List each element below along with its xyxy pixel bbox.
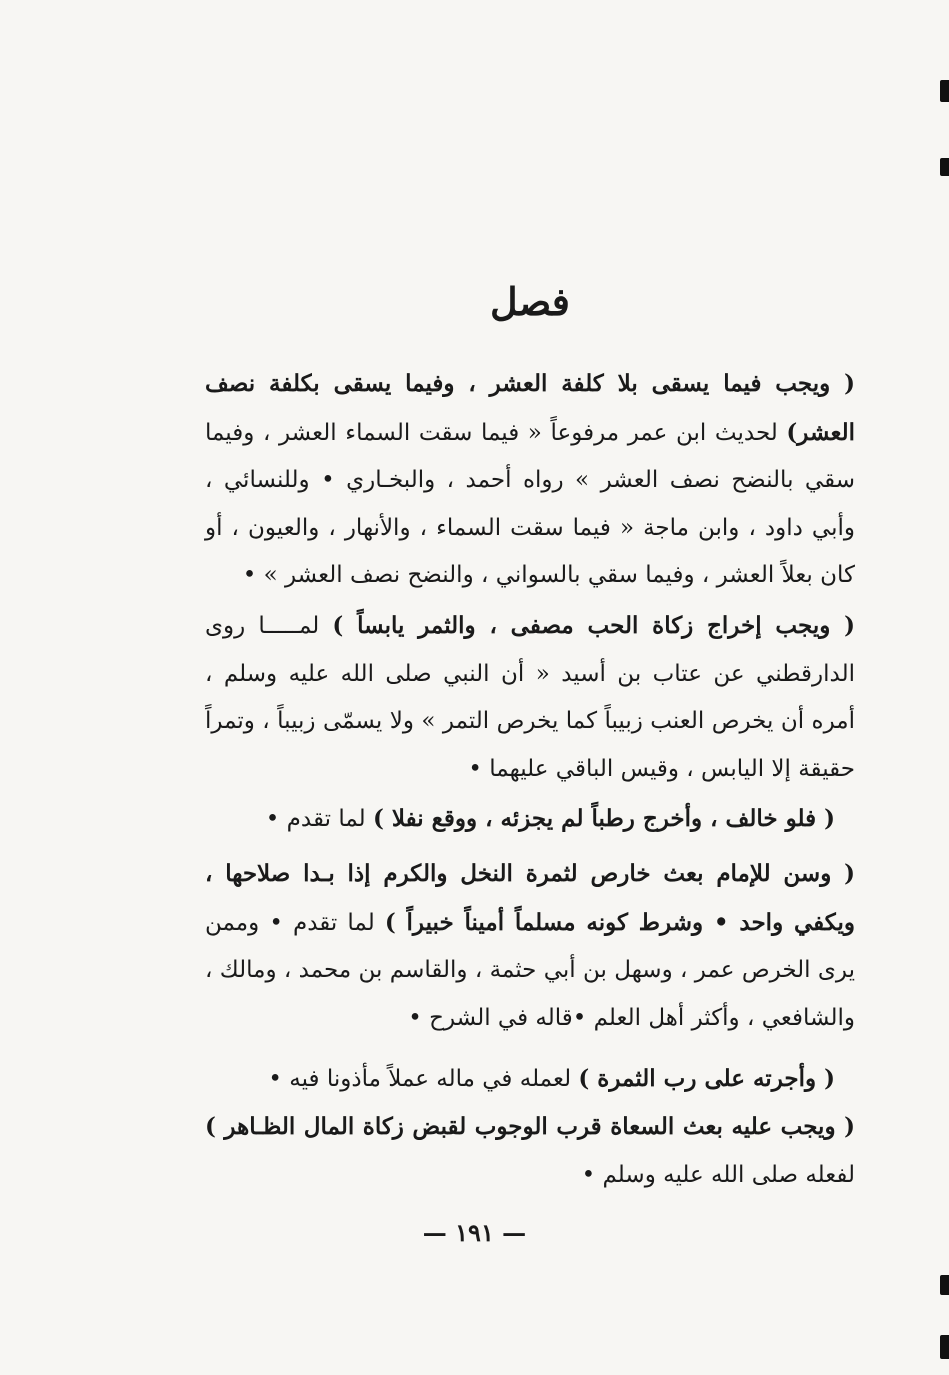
scan-edge-mark: [940, 158, 949, 176]
commentary-text: لحديث ابن عمر مرفوعاً « فيما سقت السماء العشر ، وفيما سقي بالنضح نصف العشر » رواه أحمد ، والبخـاري • وللنسائي ، وأبي داود ، وابن ماجة « فيما سقت السماء ، والأنهار ، والعيون ، أو كان بعلاً العشر ، وفيما سقي بالسواني ، والنضح نصف العشر » •: [205, 419, 855, 588]
commentary-text: لمـــــا روى الدارقطني عن عتاب بن أسيد « أن النبي صلى الله عليه وسلم ، أمره أن يخرص العنب زبيباً كما يخرص التمر » ولا يسمّى زبيباً ، وتمراً حقيقة إلا اليابس ، وقيس الباقي عليهما •: [205, 613, 855, 782]
scan-edge-mark: [940, 1275, 949, 1295]
paragraph: [205, 795, 855, 844]
scan-edge-mark: [940, 80, 949, 102]
matn-text: ( فلو خالف ، وأخرج رطباً لم يجزئه ، ووقع نفلا ): [372, 805, 835, 832]
scan-edge-mark: [940, 1335, 949, 1359]
commentary-text: لفعله صلى الله عليه وسلم •: [581, 1161, 855, 1188]
paragraph: [205, 850, 855, 1042]
paragraph: [205, 360, 855, 600]
matn-text: ( ويجب عليه بعث السعاة قرب الوجوب لقبض زكاة المال الظـاهر ): [205, 1113, 855, 1140]
matn-text: ( ويجب فيما يسقى بلا كلفة العشر ، وفيما يسقى بكلفة نصف العشر): [205, 370, 855, 446]
matn-text: ( وسن للإمام بعث خارص لثمرة النخل والكرم إذا بـدا صلاحها ، ويكفي واحد • وشرط كونه مسلماً أميناً خبيراً ): [205, 860, 855, 936]
matn-text: ( ويجب إخراج زكاة الحب مصفى ، والثمر يابساً ): [332, 612, 856, 639]
commentary-text: لما تقدم • وممن يرى الخرص عمر ، وسهل بن أبي حثمة ، والقاسم بن محمد ، ومالك ، والشافعي ، وأكثر أهل العلم •قاله في الشرح •: [205, 909, 855, 1031]
section-title: فصل: [490, 279, 570, 324]
matn-text: ( وأجرته على رب الثمرة ): [578, 1065, 835, 1092]
commentary-text: لعمله في ماله عملاً مأذونا فيه •: [268, 1066, 579, 1092]
page-number: — ١٩١ —: [422, 1218, 527, 1247]
paragraph: [205, 1103, 855, 1199]
commentary-text: لما تقدم •: [265, 806, 373, 832]
paragraph: [205, 1055, 855, 1104]
paragraph: [205, 602, 855, 793]
